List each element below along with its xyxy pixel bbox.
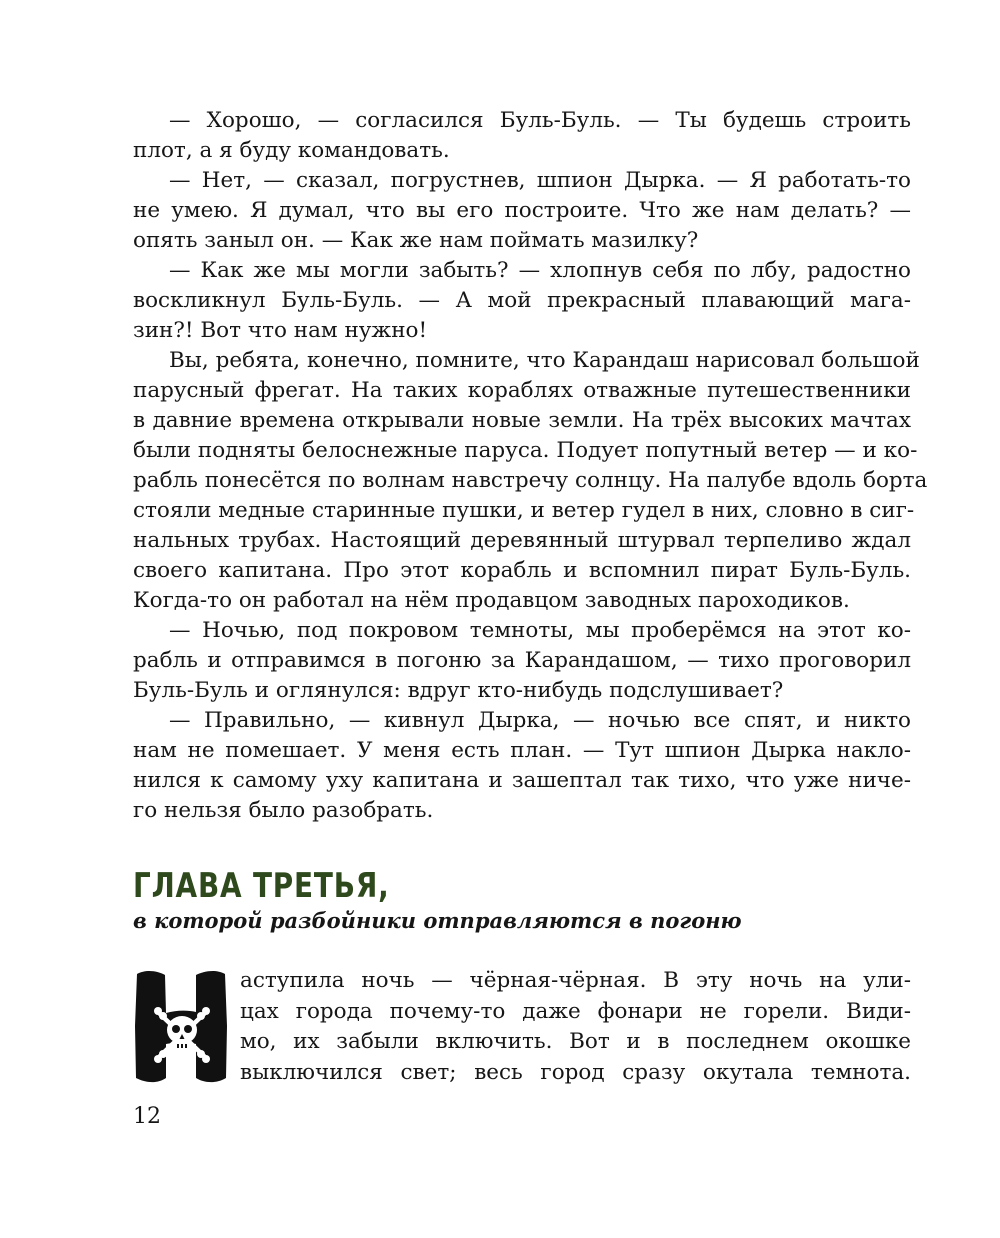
text-line: — Нет, — сказал, погрустнев, шпион Дырка. — Я работать-то [169, 168, 911, 193]
text-line: зин?! Вот что нам нужно! [133, 318, 428, 343]
text-line: го нельзя было разобрать. [133, 798, 434, 823]
text-line: воскликнул Буль-Буль. — А мой прекрасный плавающий мага- [133, 288, 911, 313]
dropcap-letter [132, 966, 230, 1086]
page-number: 12 [133, 1104, 161, 1129]
text-line: — Ночью, под покровом темноты, мы проберёмся на этот ко- [169, 618, 911, 643]
chapter-title: ГЛАВА ТРЕТЬЯ, [133, 866, 390, 906]
text-line: были подняты белоснежные паруса. Подует попутный ветер — и ко- [133, 438, 918, 463]
text-line: — Хорошо, — согласился Буль-Буль. — Ты будешь строить [169, 108, 911, 133]
body-text [133, 106, 928, 826]
text-line: Вы, ребята, конечно, помните, что Карандаш нарисовал большой [169, 348, 920, 373]
text-line: не умею. Я думал, что вы его построите. Что же нам делать? — [133, 198, 911, 223]
text-line: нальных трубах. Настоящий деревянный штурвал терпеливо ждал [133, 528, 911, 553]
text-line: рабль и отправимся в погоню за Карандашом, — тихо проговорил [133, 648, 911, 673]
text-line: плот, а я буду командовать. [133, 138, 450, 163]
text-line: стояли медные старинные пушки, и ветер гудел в них, словно в сиг- [133, 498, 915, 523]
text-line: Когда-то он работал на нём продавцом заводных пароходиков. [133, 588, 850, 613]
skull-crossbones-icon [132, 966, 230, 1086]
text-line: своего капитана. Про этот корабль и вспомнил пират Буль-Буль. [133, 558, 911, 583]
text-line: в давние времена открывали новые земли. На трёх высоких мачтах [133, 408, 911, 433]
text-line: выключился свет; весь город сразу окутала темнота. [240, 1059, 911, 1085]
text-line: парусный фрегат. На таких кораблях отважные путешественники [133, 378, 911, 403]
chapter-opening-text [240, 966, 911, 1088]
text-line: Буль-Буль и оглянулся: вдруг кто-нибудь подслушивает? [133, 678, 784, 703]
text-line: — Как же мы могли забыть? — хлопнув себя по лбу, радостно [169, 258, 911, 283]
chapter-subtitle: в которой разбойники отправляются в погоню [133, 908, 742, 933]
text-line: мо, их забыли включить. Вот и в последнем окошке [240, 1029, 911, 1054]
text-line: — Правильно, — кивнул Дырка, — ночью все спят, и никто [169, 708, 911, 733]
text-line: нился к самому уху капитана и зашептал так тихо, что уже ниче- [133, 768, 911, 793]
text-line: нам не помешает. У меня есть план. — Тут шпион Дырка накло- [133, 738, 911, 763]
text-line: опять заныл он. — Как же нам поймать мазилку? [133, 228, 699, 253]
text-line: рабль понесётся по волнам навстречу солнцу. На палубе вдоль борта [133, 468, 928, 493]
text-line: цах города почему-то даже фонари не горели. Види- [240, 998, 911, 1024]
text-line: аступила ночь — чёрная-чёрная. В эту ночь на ули- [240, 968, 911, 993]
